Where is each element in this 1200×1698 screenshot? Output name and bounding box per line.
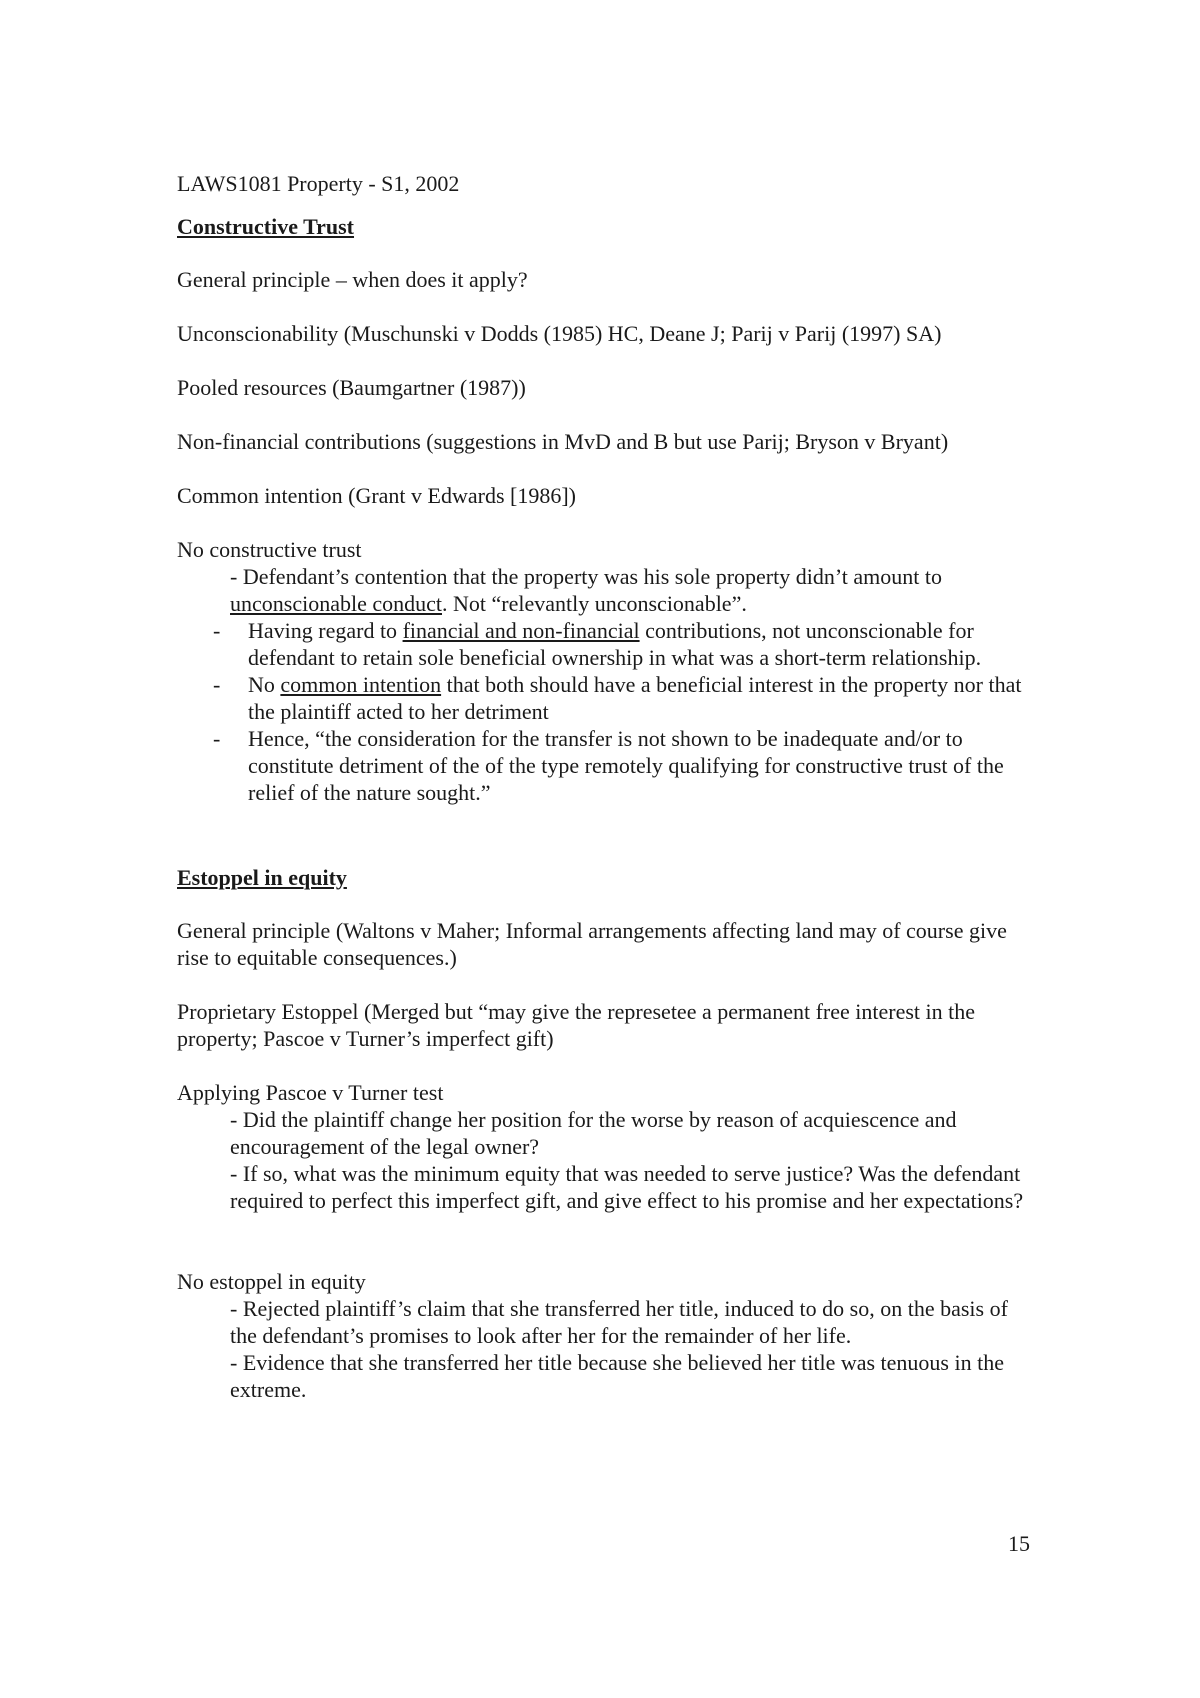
dash-marker: - [213,726,221,751]
dash-marker: - [213,618,221,643]
underlined-text: unconscionable conduct [230,591,442,616]
document-header: LAWS1081 Property - S1, 2002 [177,171,460,196]
list-item [177,725,1037,806]
bullet-text: Hence, “the consideration for the transfer is not shown to be inadequate and/or to constitute detriment of the of the type remotely qualifying for constructive trust of the relief of the nature sought.” [248,726,1004,805]
paragraph-unconscionability: Unconscionability (Muschunski v Dodds (1985) HC, Deane J; Parij v Parij (1997) SA) [177,321,942,346]
subheading-pascoe-test: Applying Pascoe v Turner test [177,1080,444,1105]
point-position-change: - Did the plaintiff change her position for the worse by reason of acquiescence and encouragement of the legal owner? [230,1107,957,1159]
point-evidence-title: - Evidence that she transferred her title because she believed her title was tenuous in the extreme. [230,1350,1004,1402]
bullet-text: No [248,672,281,697]
paragraph-proprietary-estoppel: Proprietary Estoppel (Merged but “may give the represetee a permanent free interest in the property; Pascoe v Turner’s imperfect gift) [177,999,975,1051]
subheading-no-estoppel: No estoppel in equity [177,1269,366,1294]
point-text: . Not “relevantly unconscionable”. [442,591,747,616]
constructive-trust-bullet-list [177,617,1037,806]
bullet-text: that both should have a beneficial interest in the property nor that the plaintiff acted to her detriment [248,672,1022,724]
section-title-constructive-trust: Constructive Trust [177,214,355,239]
paragraph-non-financial: Non-financial contributions (suggestions in MvD and B but use Parij; Bryson v Bryant) [177,429,949,454]
dash-marker: - [213,672,221,697]
underlined-text: common intention [280,672,442,697]
page-number: 15 [1008,1531,1030,1556]
paragraph-common-intention: Common intention (Grant v Edwards [1986]) [177,483,576,508]
section-title-estoppel: Estoppel in equity [177,865,347,890]
paragraph-general-principle: General principle – when does it apply? [177,267,528,292]
point-text: - Defendant’s contention that the property was his sole property didn’t amount to [230,564,942,589]
bullet-text: contributions, not unconscionable for defendant to retain sole beneficial ownership in what was a short-term relationship. [248,618,982,670]
point-rejected-claim: - Rejected plaintiff’s claim that she transferred her title, induced to do so, on the basis of the defendant’s promises to look after her for the remainder of her life. [230,1296,1008,1348]
point-defendant-contention [230,563,1040,617]
paragraph-pooled-resources: Pooled resources (Baumgartner (1987)) [177,375,526,400]
list-item [177,617,1037,671]
bullet-text: Having regard to [248,618,403,643]
list-item [177,671,1037,725]
paragraph-estoppel-general-principle: General principle (Waltons v Maher; Informal arrangements affecting land may of course give rise to equitable consequences.) [177,918,1007,970]
underlined-text: financial and non-financial [402,618,640,643]
point-minimum-equity: - If so, what was the minimum equity that was needed to serve justice? Was the defendant required to perfect this imperfect gift, and give effect to his promise and her expectations? [230,1161,1024,1213]
subheading-no-constructive-trust: No constructive trust [177,537,362,562]
